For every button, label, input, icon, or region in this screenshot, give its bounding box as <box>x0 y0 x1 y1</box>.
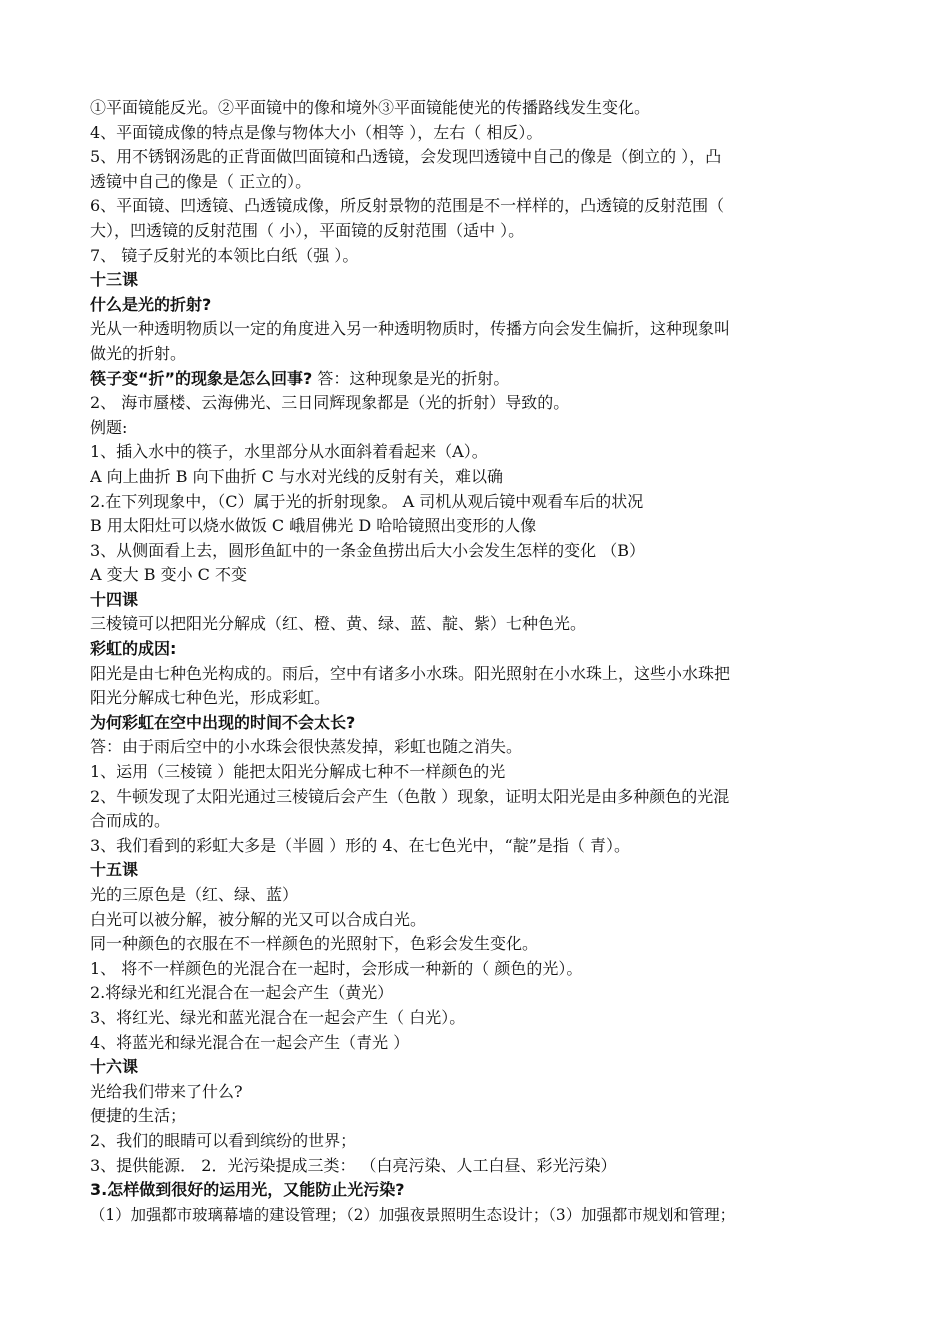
text-line: 5、用不锈钢汤匙的正背面做凹面镜和凸透镜，会发现凹透镜中自己的像是（倒立的 ），凸 <box>90 147 722 167</box>
question-line <box>90 367 870 392</box>
text-line: 阳光是由七种色光构成的。雨后，空中有诸多小水珠。阳光照射在小水珠上，这些小水珠把 <box>90 663 731 683</box>
text-line: 三棱镜可以把阳光分解成（红、橙、黄、绿、蓝、靛、紫）七种色光。 <box>90 614 587 634</box>
text-line: （1）加强都市玻璃幕墙的建设管理；（2）加强夜景照明生态设计；（3）加强都市规划和管理； <box>90 1205 735 1224</box>
text-line: 2、我们的眼睛可以看到缤纷的世界； <box>90 1130 357 1150</box>
question-heading: 筷子变“折”的现象是怎么回事? <box>90 368 313 388</box>
text-line: 光的三原色是（红、绿、蓝） <box>90 885 299 904</box>
section-heading: 十四课 <box>90 589 139 609</box>
text-line: 阳光分解成七种色光，形成彩虹。 <box>90 688 331 708</box>
text-line: 2.将绿光和红光混合在一起会产生（黄光） <box>90 983 394 1003</box>
text-line: 光给我们带来了什么? <box>90 1081 243 1101</box>
text-line: 大），凹透镜的反射范围（ 小），平面镜的反射范围（适中 ）。 <box>90 220 525 240</box>
text-line: B 用太阳灶可以烧水做饭 C 峨眉佛光 D 哈哈镜照出变形的人像 <box>90 516 537 536</box>
text-line: 4、平面镜成像的特点是像与物体大小（相等 ），左右（ 相反）。 <box>90 122 543 142</box>
question-heading: 3.怎样做到很好的运用光，又能防止光污染? <box>90 1180 405 1200</box>
text-line: 做光的折射。 <box>90 343 187 363</box>
text-line: 便捷的生活； <box>90 1106 187 1126</box>
text-line: 光从一种透明物质以一定的角度进入另一种透明物质时，传播方向会发生偏折，这种现象叫 <box>90 319 731 339</box>
text-line: A 变大 B 变小 C 不变 <box>90 565 247 585</box>
section-heading: 十五课 <box>90 860 139 880</box>
text-line: 答：由于雨后空中的小水珠会很快蒸发掉，彩虹也随之消失。 <box>90 737 523 757</box>
answer-text: 答：这种现象是光的折射。 <box>312 368 510 388</box>
text-line: 2、 海市蜃楼、云海佛光、三日同辉现象都是（光的折射）导致的。 <box>90 393 570 413</box>
text-line: 3、提供能源． 2．光污染提成三类： （白亮污染、人工白昼、彩光污染） <box>90 1155 617 1175</box>
text-line: 7、 镜子反射光的本领比白纸（强 ）。 <box>90 245 359 265</box>
text-line: 1、运用（三棱镜 ）能把太阳光分解成七种不一样颜色的光 <box>90 762 506 782</box>
text-line: 3、从侧面看上去，圆形鱼缸中的一条金鱼捞出后大小会发生怎样的变化 （B） <box>90 540 646 560</box>
document-page <box>90 96 870 1227</box>
text-line: 同一种颜色的衣服在不一样颜色的光照射下，色彩会发生变化。 <box>90 934 539 954</box>
text-line: 3、我们看到的彩虹大多是（半圆 ）形的 4、在七色光中，“靛”是指（ 青）。 <box>90 835 630 855</box>
text-line: 4、将蓝光和绿光混合在一起会产生（青光 ） <box>90 1032 410 1052</box>
text-line: ①平面镜能反光。②平面镜中的像和境外③平面镜能使光的传播路线发生变化。 <box>90 98 651 117</box>
section-heading: 十六课 <box>90 1057 139 1077</box>
section-heading: 十三课 <box>90 270 139 290</box>
question-heading: 彩虹的成因: <box>90 639 177 659</box>
text-line: 例题: <box>90 417 128 437</box>
text-line: 合而成的。 <box>90 811 171 831</box>
question-heading: 什么是光的折射? <box>90 294 212 314</box>
text-line: 白光可以被分解，被分解的光又可以合成白光。 <box>90 909 427 929</box>
text-line: 2.在下列现象中，（C）属于光的折射现象。 A 司机从观后镜中观看车后的状况 <box>90 491 644 511</box>
text-line: 2、牛顿发现了太阳光通过三棱镜后会产生（色散 ）现象，证明太阳光是由多种颜色的光混 <box>90 786 730 806</box>
text-line: 1、插入水中的筷子，水里部分从水面斜着看起来（A）。 <box>90 442 488 462</box>
text-line: 1、 将不一样颜色的光混合在一起时，会形成一种新的（ 颜色的光）。 <box>90 958 583 978</box>
question-heading: 为何彩虹在空中出现的时间不会太长? <box>90 712 356 732</box>
text-line: 透镜中自己的像是（ 正立的）。 <box>90 171 312 191</box>
text-line: 3、将红光、绿光和蓝光混合在一起会产生（ 白光）。 <box>90 1007 466 1027</box>
text-line: A 向上曲折 B 向下曲折 C 与水对光线的反射有关，难以确 <box>90 466 503 486</box>
text-line: 6、平面镜、凹透镜、凸透镜成像，所反射景物的范围是不一样样的，凸透镜的反射范围（ <box>90 196 725 216</box>
